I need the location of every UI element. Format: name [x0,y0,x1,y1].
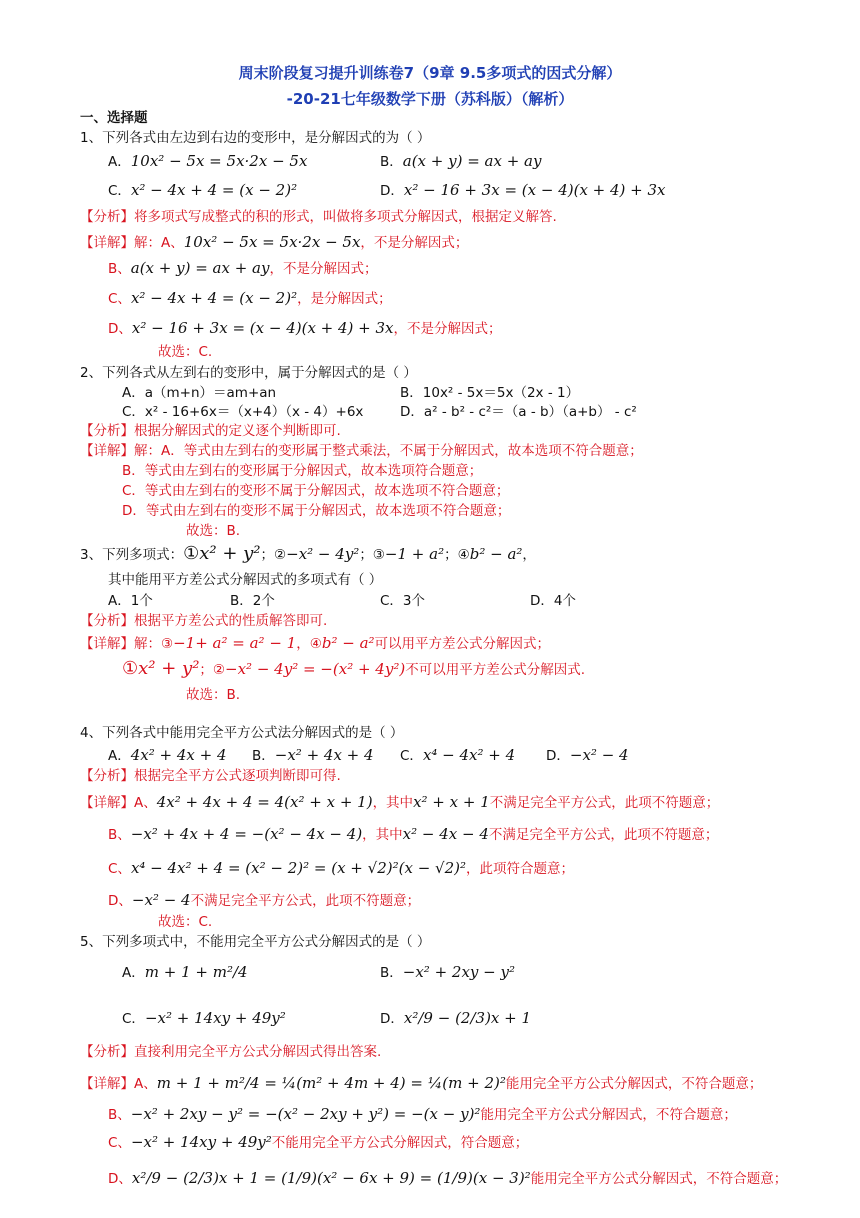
q2-answer: 故选：B. [186,523,241,539]
q3-option-a: A．1个 [108,593,153,609]
q5-analysis: 【分析】直接利用完全平方公式分解因式得出答案. [80,1044,382,1060]
q4-option-a: A．4x² + 4x + 4 [108,746,227,764]
q4-option-d: D．−x² − 4 [546,746,629,764]
q1-detail-b: B、a(x + y) = ax + ay，不是分解因式； [108,259,378,277]
q3-answer: 故选：B. [186,687,241,703]
q1-d-expr: x² − 16 + 3x = (x − 4)(x + 4) + 3x [403,181,666,199]
q4-option-c: C．x⁴ − 4x² + 4 [400,746,516,764]
q2-detail-4: D．等式由左到右的变形不属于分解因式，故本选项不符合题意； [122,503,511,519]
q2-option-c: C．x² ‐ 16+6x＝（x+4）（x ‐ 4）+6x [122,404,364,420]
q3-option-b: B．2个 [230,593,275,609]
doc-title-line2: -20-21七年级数学下册（苏科版）（解析） [286,90,574,108]
q5-option-c: C．−x² + 14xy + 49y² [122,1009,286,1027]
q2-detail-3: C．等式由左到右的变形不属于分解因式，故本选项不符合题意； [122,483,510,499]
q4-detail-c: C、x⁴ − 4x² + 4 = (x² − 2)² = (x + √2)²(x − √2)²，此项符合题意； [108,859,574,877]
q5-detail-b: B、−x² + 2xy − y² = −(x² − 2xy + y²) = −(x − y)²能用完全平方公式分解因式，不符合题意； [108,1105,737,1123]
q1-c-expr: x² − 4x + 4 = (x − 2)² [130,181,298,199]
q2-stem: 2、下列各式从左到右的变形中，属于分解因式的是（ ） [80,365,417,381]
q4-analysis: 【分析】根据完全平方公式逐项判断即可得. [80,768,341,784]
q1-option-c: C．x² − 4x + 4 = (x − 2)² [108,181,298,199]
q2-option-b: B．10x² ‐ 5x＝5x（2x ‐ 1） [400,385,580,401]
q2-option-d: D．a² ‐ b² ‐ c²＝（a ‐ b）（a+b） ‐ c² [400,404,637,420]
q3-detail-1: 【详解】解：③−1+ a² = a² − 1，④b² − a²可以用平方差公式分解因式； [80,634,551,652]
q4-detail-d: D、−x² − 4不满足完全平方公式，此项不符题意； [108,891,421,909]
q1-stem: 1、下列各式由左边到右边的变形中，是分解因式的为（ ） [80,130,431,146]
q1-analysis: 【分析】将多项式写成整式的积的形式，叫做将多项式分解因式，根据定义解答. [80,209,557,225]
q3-analysis: 【分析】根据平方差公式的性质解答即可. [80,613,328,629]
q5-stem: 5、下列多项式中，不能用完全平方公式分解因式的是（ ） [80,934,431,950]
q3-option-d: D．4个 [530,593,576,609]
q4-detail-a: 【详解】A、4x² + 4x + 4 = 4(x² + x + 1)，其中x² + x + 1不满足完全平方公式，此项不符题意； [80,793,720,811]
q5-option-a: A．m + 1 + m²/4 [122,963,248,981]
q3-option-c: C．3个 [380,593,426,609]
q1-option-d: D．x² − 16 + 3x = (x − 4)(x + 4) + 3x [380,181,666,199]
q5-detail-d: D、x²/9 − (2/3)x + 1 = (1/9)(x² − 6x + 9) = (1/9)(x − 3)²能用完全平方公式分解因式，不符合题意； [108,1169,788,1187]
q1-b-expr: a(x + y) = ax + ay [402,152,542,170]
q1-detail-c: C、x² − 4x + 4 = (x − 2)²，是分解因式； [108,289,392,307]
q5-detail-a: 【详解】A、m + 1 + m²/4 = ¼(m² + 4m + 4) = ¼(m + 2)²能用完全平方公式分解因式，不符合题意； [80,1074,763,1092]
q2-analysis: 【分析】根据分解因式的定义逐个判断即可. [80,423,341,439]
q4-option-b: B．−x² + 4x + 4 [252,746,374,764]
q5-option-d: D．x²/9 − (2/3)x + 1 [380,1009,532,1027]
q1-detail-d: D、x² − 16 + 3x = (x − 4)(x + 4) + 3x，不是分解因式； [108,319,502,337]
q1-detail-a: 【详解】解：A、10x² − 5x = 5x·2x − 5x，不是分解因式； [80,233,469,251]
q1-answer: 故选：C. [158,344,213,360]
q5-option-b: B．−x² + 2xy − y² [380,963,515,981]
q4-answer: 故选：C. [158,914,213,930]
q3-stem-2: 其中能用平方差公式分解因式的多项式有（ ） [108,572,383,588]
doc-title-line1: 周末阶段复习提升训练卷7（9章 9.5多项式的因式分解） [238,64,622,82]
q3-detail-2: ①x² + y²；②−x² − 4y² = −(x² + 4y²)不可以用平方差公式分解因式. [122,658,585,679]
q2-detail-2: B．等式由左到右的变形属于分解因式，故本选项符合题意； [122,463,483,479]
q1-option-b: B．a(x + y) = ax + ay [380,152,542,170]
q5-detail-c: C、−x² + 14xy + 49y²不能用完全平方公式分解因式，符合题意； [108,1133,529,1151]
q2-detail-1: 【详解】解：A．等式由左到右的变形属于整式乘法，不属于分解因式，故本选项不符合题意； [80,443,643,459]
section-heading: 一、选择题 [80,110,148,126]
q1-a-expr: 10x² − 5x = 5x·2x − 5x [130,152,308,170]
q2-option-a: A．a（m+n）＝am+an [122,385,277,401]
q1-option-a: A．10x² − 5x = 5x·2x − 5x [108,152,308,170]
q4-detail-b: B、−x² + 4x + 4 = −(x² − 4x − 4)，其中x² − 4x − 4不满足完全平方公式，此项不符题意； [108,825,719,843]
q4-stem: 4、下列各式中能用完全平方公式法分解因式的是（ ） [80,725,404,741]
q3-stem: 3、下列多项式：①x² + y²；②−x² − 4y²；③−1 + a²；④b² − a²， [80,543,536,564]
